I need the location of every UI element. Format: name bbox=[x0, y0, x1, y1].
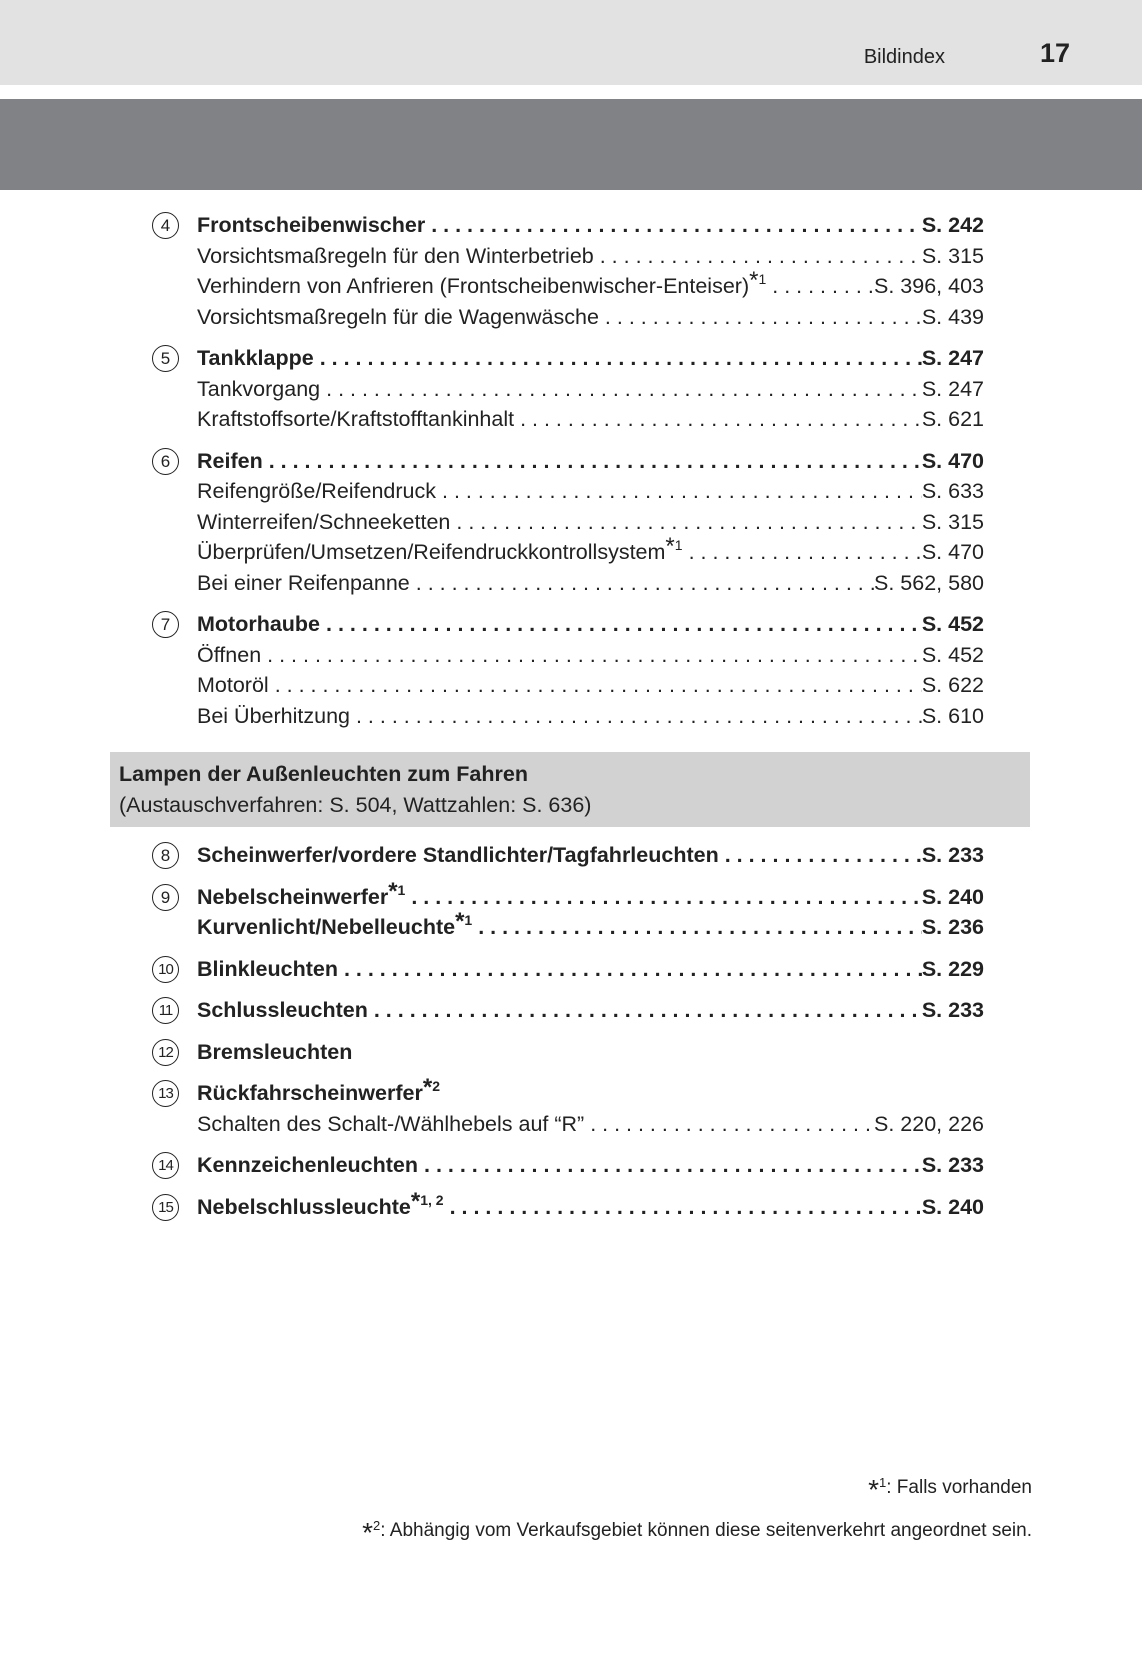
index-entry bbox=[197, 954, 984, 985]
index-entry bbox=[197, 343, 984, 374]
page-reference: S. 242 bbox=[921, 213, 984, 237]
entry-label: Motoröl bbox=[197, 673, 269, 697]
dot-leader bbox=[410, 568, 874, 599]
index-entry bbox=[197, 1078, 984, 1109]
entry-label: Rückfahrscheinwerfer$^{*2}$ bbox=[197, 1078, 440, 1105]
entry-label: Winterreifen/Schneeketten bbox=[197, 509, 451, 534]
footnote-marker: *1 bbox=[455, 912, 473, 935]
section-title: Bildindex bbox=[863, 46, 945, 68]
page-reference: S. 470 bbox=[921, 540, 984, 564]
entry-label: Reifen bbox=[197, 448, 263, 473]
dot-leader bbox=[269, 670, 922, 701]
entry-label: Nebelschlussleuchte$^{*1, 2}$ bbox=[197, 1191, 444, 1219]
index-group bbox=[0, 609, 1142, 731]
index-subentry bbox=[197, 404, 984, 435]
index-subentry bbox=[197, 537, 984, 568]
page-reference: S. 247 bbox=[921, 376, 984, 401]
dot-leader bbox=[263, 446, 922, 477]
item-number-badge: 6 bbox=[152, 448, 179, 475]
dot-leader bbox=[683, 537, 922, 568]
index-list-vehicle bbox=[0, 210, 1142, 742]
footnote-marker: *1 bbox=[749, 271, 767, 294]
index-entry bbox=[197, 1150, 984, 1181]
dot-leader bbox=[444, 1192, 922, 1223]
item-number-badge: 11 bbox=[152, 997, 179, 1024]
dot-leader bbox=[314, 343, 922, 374]
page-reference: S. 220, 226 bbox=[874, 1111, 984, 1136]
page-reference: S. 315 bbox=[921, 243, 984, 268]
entry-label: Frontscheibenwischer bbox=[197, 213, 426, 237]
entry-label: Tankvorgang bbox=[197, 376, 321, 401]
section-banner bbox=[110, 752, 1030, 827]
entry-label: Blinkleuchten bbox=[197, 956, 338, 981]
index-entry bbox=[197, 840, 984, 871]
item-number-badge: 14 bbox=[152, 1152, 179, 1179]
footnote-marker: *1 bbox=[388, 881, 406, 905]
entry-label: Motorhaube bbox=[197, 612, 321, 636]
index-entry bbox=[197, 882, 984, 913]
banner-title: Lampen der Außenleuchten zum Fahren bbox=[119, 762, 528, 786]
page-reference: S. 452 bbox=[921, 642, 984, 667]
index-subentry bbox=[197, 241, 984, 272]
index-subentry bbox=[197, 302, 984, 333]
dot-leader bbox=[594, 241, 922, 272]
dot-leader bbox=[425, 210, 922, 241]
page-reference: S. 247 bbox=[921, 346, 984, 370]
dot-leader bbox=[472, 912, 922, 943]
dot-leader bbox=[514, 404, 922, 435]
index-subentry bbox=[197, 374, 984, 405]
index-group bbox=[0, 995, 1142, 1026]
index-subentry bbox=[197, 1109, 984, 1140]
page-reference: S. 452 bbox=[921, 612, 984, 636]
index-subentry bbox=[197, 271, 984, 302]
entry-label: Kurvenlicht/Nebelleuchte$^{*1}$ bbox=[197, 912, 473, 939]
entry-label: Reifengröße/Reifendruck bbox=[197, 479, 437, 503]
item-number-badge: 10 bbox=[152, 956, 179, 983]
page-reference: S. 233 bbox=[921, 843, 984, 867]
dot-leader bbox=[320, 374, 922, 405]
entry-label: Überprüfen/Umsetzen/Reifendruckkontrollsystem$^{*1}$ bbox=[197, 537, 683, 564]
index-entry bbox=[197, 1037, 984, 1068]
index-subentry bbox=[197, 640, 984, 671]
page-reference: S. 562, 580 bbox=[874, 570, 984, 595]
entry-label: Schlussleuchten bbox=[197, 998, 368, 1022]
footnote-1: *$^1$: Falls vorhanden bbox=[868, 1474, 1032, 1505]
dot-leader bbox=[436, 476, 922, 507]
page-reference: S. 439 bbox=[921, 304, 984, 329]
item-number-badge: 8 bbox=[152, 842, 179, 869]
footnote-marker: *1, 2 bbox=[410, 1191, 444, 1215]
index-group bbox=[0, 210, 1142, 332]
dot-leader bbox=[350, 701, 922, 732]
page-reference: S. 396, 403 bbox=[874, 274, 984, 298]
index-group bbox=[0, 954, 1142, 985]
index-group bbox=[0, 882, 1142, 943]
item-number-badge: 4 bbox=[152, 212, 179, 239]
page-reference: S. 233 bbox=[921, 1153, 984, 1177]
footnotes bbox=[362, 1465, 1032, 1551]
page-reference: S. 233 bbox=[921, 998, 984, 1022]
page-reference: S. 622 bbox=[921, 673, 984, 697]
index-subentry bbox=[197, 507, 984, 538]
index-subentry bbox=[197, 568, 984, 599]
entry-label: Kraftstoffsorte/Kraftstofftankinhalt bbox=[197, 407, 515, 431]
footnote-marker: *1 bbox=[665, 537, 683, 560]
index-group bbox=[0, 343, 1142, 435]
entry-label: Bei einer Reifenpanne bbox=[197, 570, 410, 595]
dot-leader bbox=[338, 954, 922, 985]
header-band bbox=[0, 99, 1142, 190]
dot-leader bbox=[368, 995, 922, 1026]
item-number-badge: 12 bbox=[152, 1039, 179, 1066]
header-bar bbox=[0, 0, 1142, 85]
index-entry bbox=[197, 609, 984, 640]
dot-leader bbox=[599, 302, 922, 333]
index-entry bbox=[197, 912, 984, 943]
page-reference: S. 315 bbox=[921, 509, 984, 534]
entry-label: Bei Überhitzung bbox=[197, 703, 350, 728]
page-reference: S. 229 bbox=[921, 956, 984, 981]
index-group bbox=[0, 446, 1142, 599]
index-subentry bbox=[197, 476, 984, 507]
item-number-badge: 13 bbox=[152, 1080, 179, 1107]
index-list-lamps bbox=[0, 840, 1142, 1233]
index-group bbox=[0, 1150, 1142, 1181]
index-entry bbox=[197, 210, 984, 241]
entry-label: Scheinwerfer/vordere Standlichter/Tagfahrleuchten bbox=[197, 843, 719, 867]
entry-label: Nebelscheinwerfer$^{*1}$ bbox=[197, 881, 406, 909]
entry-label: Kennzeichenleuchten bbox=[197, 1153, 419, 1177]
dot-leader bbox=[261, 640, 922, 671]
page-reference: S. 240 bbox=[921, 1194, 984, 1219]
index-entry bbox=[197, 1192, 984, 1223]
dot-leader bbox=[719, 840, 922, 871]
footnote-2: *$^2$: Abhängig vom Verkaufsgebiet können diese seitenverkehrt angeordnet sein. bbox=[362, 1517, 1032, 1548]
dot-leader bbox=[405, 882, 921, 913]
index-group bbox=[0, 1078, 1142, 1139]
index-group bbox=[0, 1037, 1142, 1068]
entry-label: Tankklappe bbox=[197, 346, 314, 370]
page-reference: S. 470 bbox=[921, 448, 984, 473]
banner-subtitle: (Austauschverfahren: S. 504, Wattzahlen: S. 636) bbox=[119, 792, 592, 817]
footnote-marker: *2 bbox=[422, 1078, 440, 1101]
index-content bbox=[0, 210, 1142, 1233]
page-reference: S. 610 bbox=[921, 703, 984, 728]
page-number: 17 bbox=[1039, 38, 1070, 68]
entry-label: Verhindern von Anfrieren (Frontscheibenwischer-Enteiser)$^{*1}$ bbox=[197, 271, 767, 298]
page-reference: S. 236 bbox=[921, 915, 984, 939]
dot-leader bbox=[766, 271, 874, 302]
dot-leader bbox=[584, 1109, 874, 1140]
item-number-badge: 7 bbox=[152, 611, 179, 638]
entry-label: Vorsichtsmaßregeln für den Winterbetrieb bbox=[197, 243, 594, 268]
entry-label: Vorsichtsmaßregeln für die Wagenwäsche bbox=[197, 304, 599, 329]
entry-label: Schalten des Schalt-/Wählhebels auf “R” bbox=[197, 1111, 585, 1136]
index-subentry bbox=[197, 701, 984, 732]
dot-leader bbox=[320, 609, 922, 640]
index-subentry bbox=[197, 670, 984, 701]
index-group bbox=[0, 1192, 1142, 1223]
index-entry bbox=[197, 995, 984, 1026]
index-group bbox=[0, 840, 1142, 871]
page-reference: S. 621 bbox=[921, 407, 984, 431]
item-number-badge: 9 bbox=[152, 884, 179, 911]
dot-leader bbox=[418, 1150, 922, 1181]
index-entry bbox=[197, 446, 984, 477]
item-number-badge: 5 bbox=[152, 345, 179, 372]
page-reference: S. 633 bbox=[921, 479, 984, 503]
dot-leader bbox=[450, 507, 921, 538]
item-number-badge: 15 bbox=[152, 1194, 179, 1221]
entry-label: Bremsleuchten bbox=[197, 1039, 353, 1064]
page-reference: S. 240 bbox=[921, 884, 984, 909]
entry-label: Öffnen bbox=[197, 642, 262, 667]
